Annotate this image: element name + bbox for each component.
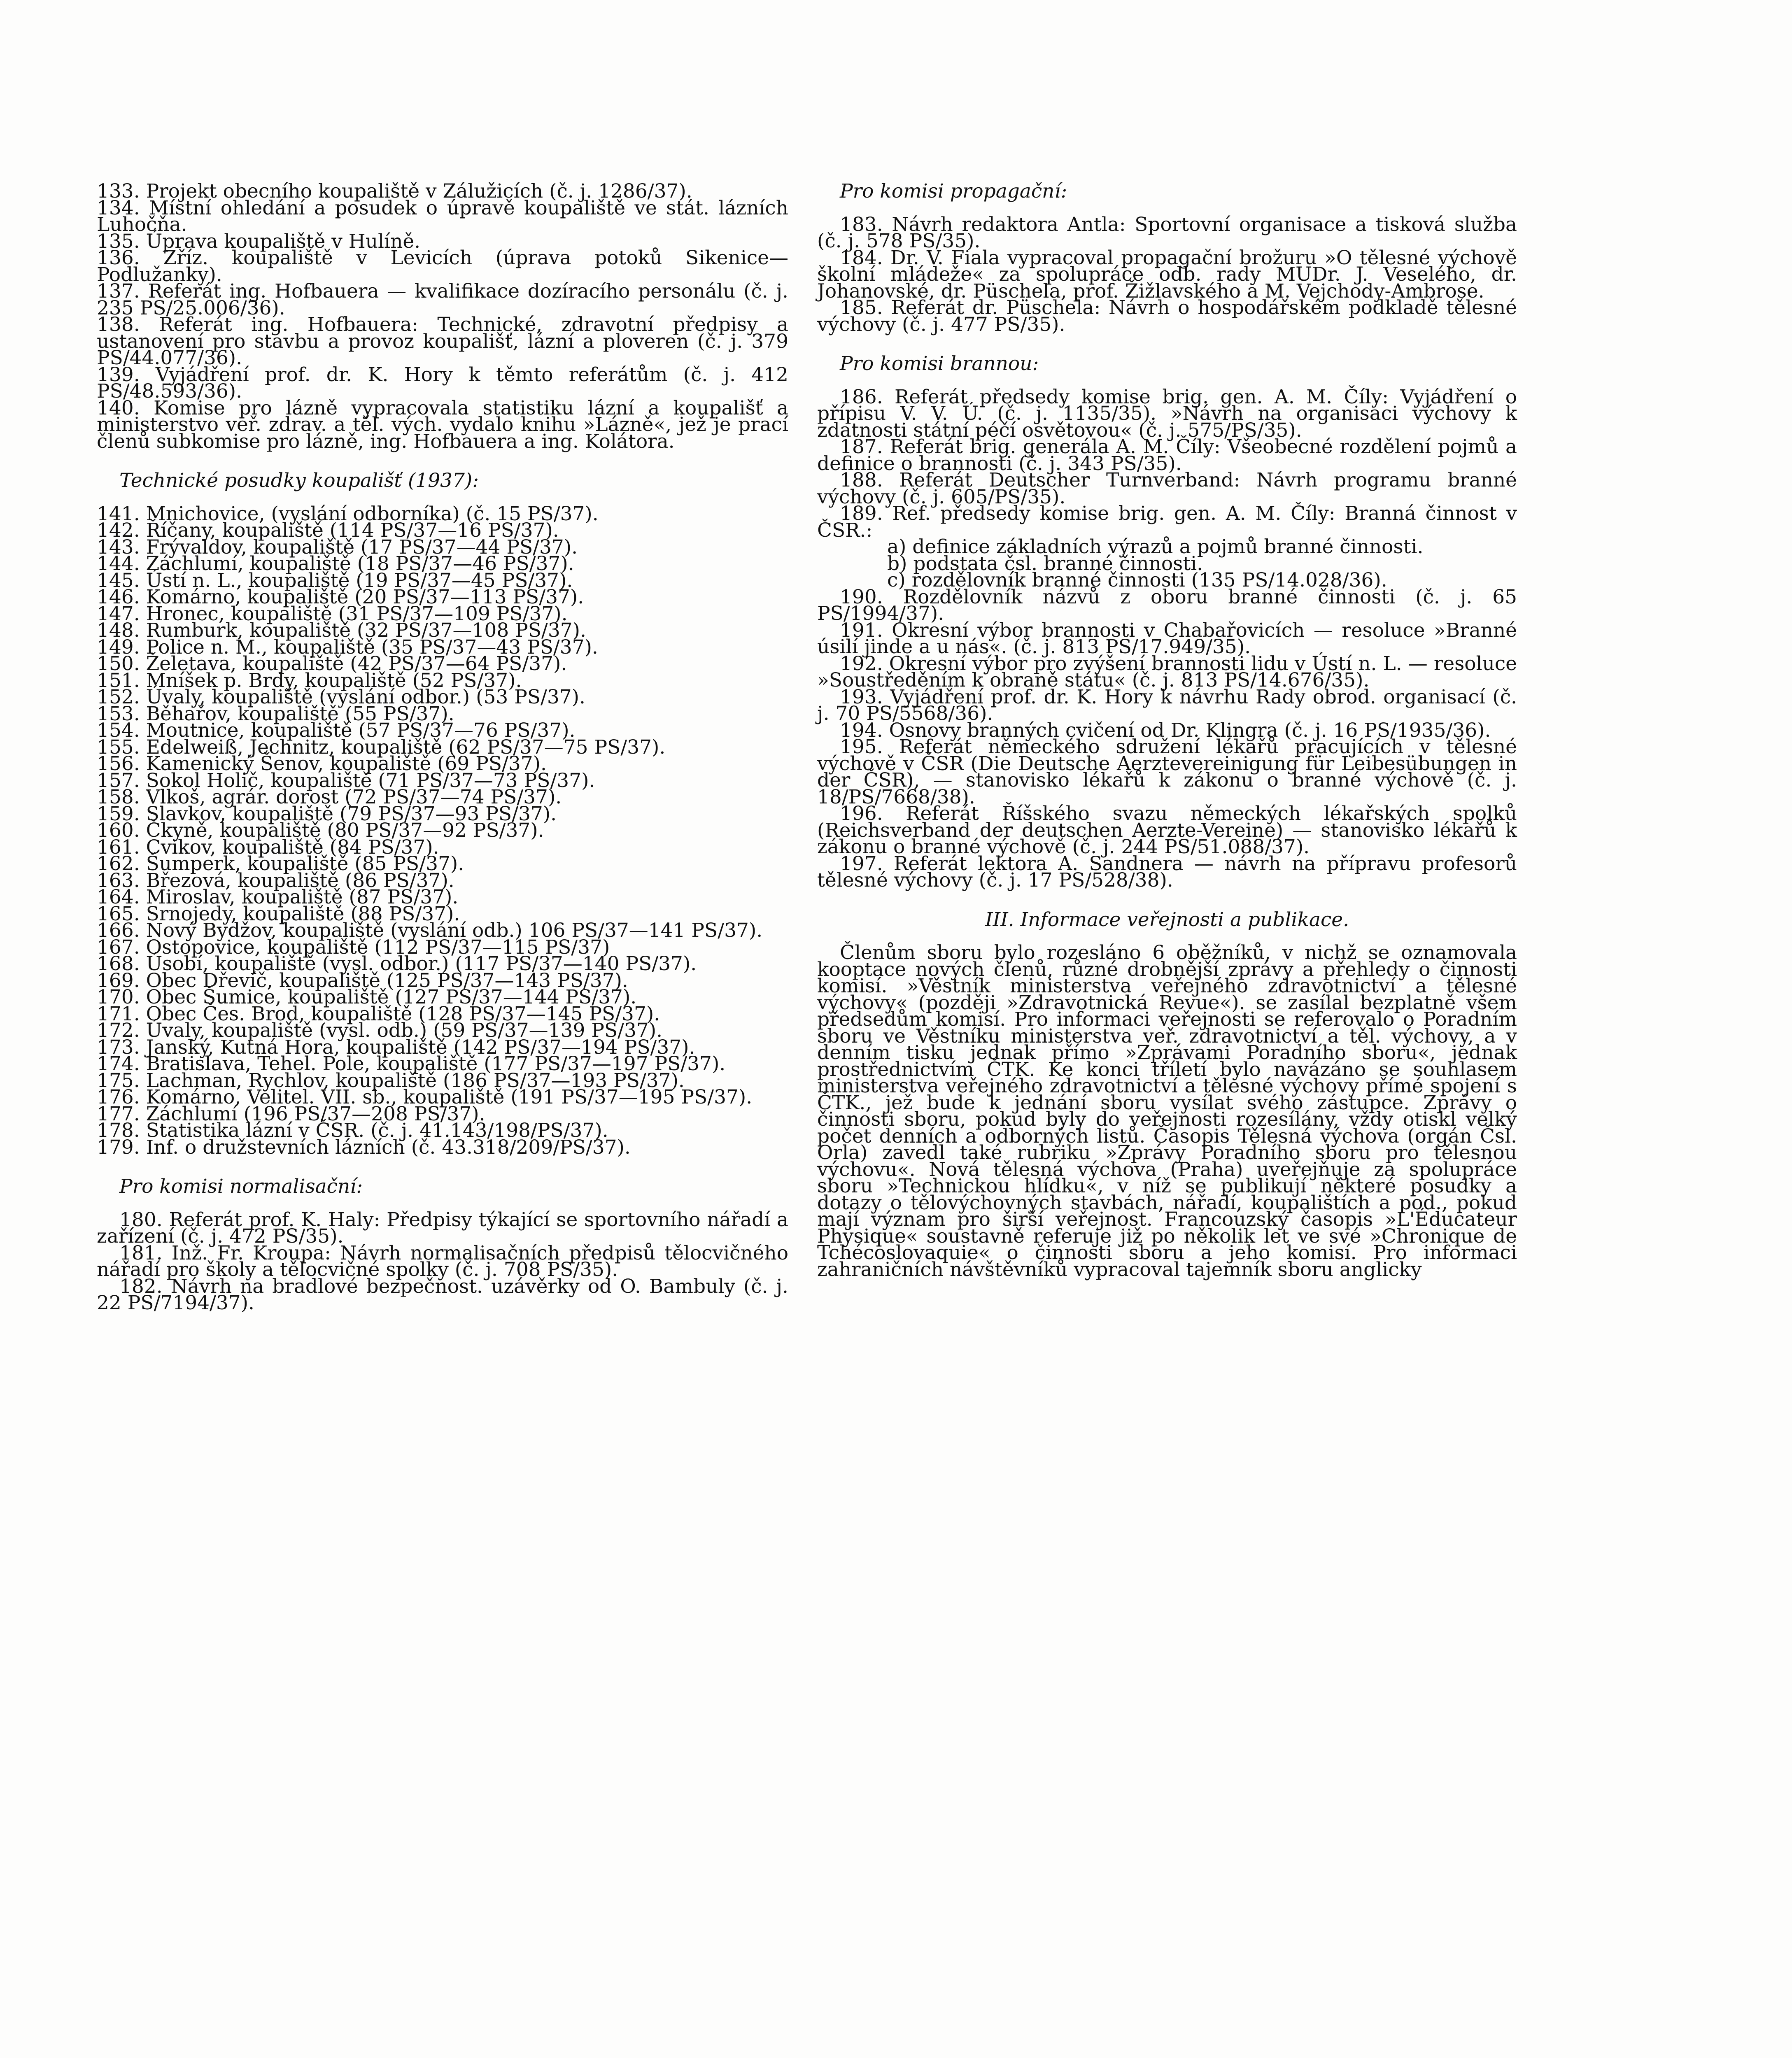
list-item: 138. Referát ing. Hofbauera: Technické, zdravotní předpisy a ustanovení pro stavbu a provoz koupališť, lázní a ploveren (č. j. 379 PS/44.077/36).	[97, 313, 788, 369]
list-item: 141. Mnichovice, (vyslání odborníka) (č. 15 PS/37).	[97, 502, 599, 525]
list-item: 158. Vlkoš, agrár. dorost (72 PS/37—74 PS/37).	[97, 786, 562, 808]
list-item: 170. Obec Šumice, koupaliště (127 PS/37—144 PS/37).	[97, 986, 637, 1008]
list-item: 167. Ostopovice, koupaliště (112 PS/37—115 PS/37)	[97, 936, 610, 959]
entries-list-a	[97, 180, 788, 453]
entries-list-prop	[817, 213, 1517, 336]
list-item: 155. Edelweiß, Jechnitz, koupaliště (62 PS/37—75 PS/37).	[97, 736, 666, 759]
list-item: 187. Referát brig. generála A. M. Číly: Všeobecné rozdělení pojmů a definice o brannosti (č. j. 343 PS/35).	[817, 435, 1517, 475]
list-item: 133. Projekt obecního koupaliště v Zálužicích (č. j. 1286/37).	[97, 180, 692, 203]
list-item: 179. Inf. o družstevních lázních (č. 43.318/209/PS/37).	[97, 1136, 631, 1159]
list-item: 183. Návrh redaktora Antla: Sportovní organisace a tisková služba (č. j. 578 PS/35).	[817, 213, 1517, 252]
list-item: 134. Místní ohledání a posudek o úpravě koupaliště ve stát. lázních Luhočňa.	[97, 196, 788, 236]
list-item: 152. Úvaly, koupaliště (vyslání odbor.) (53 PS/37).	[97, 686, 585, 708]
list-item: 154. Moutnice, koupaliště (57 PS/37—76 PS/37).	[97, 719, 576, 742]
list-item: 164. Miroslav, koupaliště (87 PS/37).	[97, 886, 459, 908]
section-heading-info: III. Informace veřejnosti a publikace.	[985, 908, 1349, 931]
right-column	[817, 180, 1517, 1281]
list-item: 192. Okresní výbor pro zvýšení brannosti lidu v Ústí n. L. — resoluce »Soustředěním k obraně státu« (č. j. 813 PS/14.676/35).	[817, 652, 1517, 691]
list-item: 178. Statistika lázní v ČSR. (č. j. 41.143/198/PS/37).	[97, 1119, 608, 1142]
list-item: 159. Slavkov, koupaliště (79 PS/37—93 PS/37).	[97, 802, 557, 825]
left-column	[97, 180, 788, 1314]
section-heading-prop: Pro komisi propagační:	[840, 180, 1067, 203]
sub-item: b) podstata čsl. branné činnosti.	[887, 552, 1203, 575]
list-item: 177. Záchlumí (196 PS/37—208 PS/37).	[97, 1102, 485, 1125]
list-item: 150. Želetava, koupaliště (42 PS/37—64 PS/37).	[97, 652, 567, 675]
list-item: 185. Referát dr. Püschela: Návrh o hospodářském podkladě tělesné výchovy (č. j. 477 PS/35).	[817, 296, 1517, 336]
list-item: 181. Inž. Fr. Kroupa: Návrh normalisačních předpisů tělocvičného nářadí pro školy a tělocvičné spolky (č. j. 708 PS/35).	[97, 1241, 788, 1281]
list-item: 175. Lachman, Rychlov, koupaliště (186 PS/37—193 PS/37).	[97, 1069, 685, 1092]
list-item: 165. Srnojedy, koupaliště (88 PS/37).	[97, 902, 460, 925]
list-item: 166. Nový Bydžov, koupaliště (vyslání odb.) 106 PS/37—141 PS/37).	[97, 919, 763, 942]
list-item: 168. Úsobí, koupaliště (vysl. odbor.) (117 PS/37—140 PS/37).	[97, 952, 697, 975]
list-item: 182. Návrh na bradlové bezpečnost. uzávěrky od O. Bambuly (č. j. 22 PS/7194/37).	[97, 1275, 788, 1314]
list-item: 136. Zříz. koupaliště v Levicích (úprava potoků Sikenice—Podlužanky).	[97, 247, 788, 286]
list-item: 143. Frývaldov, koupaliště (17 PS/37—44 PS/37).	[97, 535, 578, 559]
list-item: 148. Rumburk, koupaliště (32 PS/37—108 PS/37).	[97, 619, 586, 642]
list-item: 194. Osnovy branných cvičení od Dr. Klingra (č. j. 16 PS/1935/36).	[840, 719, 1491, 742]
list-item: 190. Rozdělovník názvů z oboru branné činnosti (č. j. 65 PS/1994/37).	[817, 585, 1517, 625]
entries-list-b	[97, 502, 788, 1159]
paragraph-info: Členům sboru bylo rozesláno 6 oběžníků, v nichž se oznamovala kooptace nových členů, různé drobnější zprávy a přehledy o činnosti komisí. »Věstník ministerstva veřejného zdravotnictví a tělesné výchovy« (později »Zdravotnická Revue«). se zasílal bezplatně všem předsedům komisí. Pro informaci veřejnosti se referovalo o Poradním sboru ve Věstníku ministerstva veř. zdravotnictví a těl. výchovy, a v denním tisku jednak přímo »Zprávami Poradního sboru«, jednak prostřednictvím ČTK. Ke konci tříletí bylo navázáno se souhlasem ministerstva veřejného zdravotnictví a tělesné výchovy přímé spojení s ČTK., jež bude k jednání sboru vysílat svého zástupce. Zprávy o činnosti sboru, pokud byly do veřejnosti rozesílány, vždy otiskl velký počet denních a odborných listů. Časopis Tělesná výchova (orgán Čsl. Orla) zavedl také rubriku »Zprávy Poradního sboru pro tělesnou výchovu«. Nová tělesná výchova (Praha) uveřejňuje za spolupráce sboru »Technickou hlídku«, v níž se publikují některé posudky a dotazy o tělovýchovných stavbách, nářadí, koupalištích a pod., pokud mají význam pro širší veřejnost. Francouzský časopis »L'Éducateur Physique« soustavně referuje již po několik let ve své »Chronique de Tchécoslovaquie« o činnosti sboru a jeho komisí. Pro informaci zahraničních návštěvníků vypracoval tajemník sboru anglicky	[817, 941, 1517, 1281]
list-item: 180. Referát prof. K. Haly: Předpisy týkající se sportovního nářadí a zařízení (č. j. 472 PS/35).	[97, 1208, 788, 1248]
list-item: 142. Říčany, koupaliště (114 PS/37—16 PS/37).	[97, 519, 559, 542]
list-item: 195. Referát německého sdružení lékařů pracujících v tělesné výchově v ČSR (Die Deutsche Aerztevereinigung für Leibesübungen in der ČSR), — stanovisko lékařů k zákonu o branné výchově (č. j. 18/PS/7668/38).	[817, 736, 1517, 808]
section-heading-brann: Pro komisi brannou:	[840, 352, 1039, 375]
list-item: 186. Referát předsedy komise brig. gen. A. M. Číly: Vyjádření o přípisu V. V. Ú. (č. j. 1135/35). »Návrh na organisaci výchovy k zdatnosti státní péčí osvětovou« (č. j. 575/PS/35).	[817, 385, 1517, 442]
list-item: 163. Březová, koupaliště (86 PS/37).	[97, 869, 454, 892]
entries-list-brann	[817, 385, 1517, 892]
list-item: 169. Obec Dřevíč, koupaliště (125 PS/37—143 PS/37).	[97, 969, 628, 992]
list-item: 193. Vyjádření prof. dr. K. Hory k návrhu Rady obrod. organisací (č. j. 70 PS/5568/36).	[817, 685, 1517, 725]
list-item: 189. Ref. předsedy komise brig. gen. A. M. Číly: Branná činnost v ČSR.:	[817, 502, 1517, 542]
list-item: 151. Mníšek p. Brdy, koupaliště (52 PS/37).	[97, 669, 522, 692]
list-item: 156. Kamenický Šenov, koupaliště (69 PS/37).	[97, 752, 547, 775]
list-item: 147. Hronec, koupaliště (31 PS/37—109 PS/37).	[97, 602, 568, 625]
list-item: 144. Záchlumí, koupaliště (18 PS/37—46 PS/37).	[97, 552, 574, 575]
list-item: 173. Janský, Kutná Hora, koupaliště (142 PS/37—194 PS/37).	[97, 1036, 695, 1059]
list-item: 161. Cvikov, koupaliště (84 PS/37).	[97, 836, 439, 859]
list-item: 174. Bratislava, Tehel. Pole, koupaliště (177 PS/37—197 PS/37).	[97, 1052, 726, 1075]
list-item: 145. Ústí n. L., koupaliště (19 PS/37—45 PS/37).	[97, 569, 573, 592]
list-item: 197. Referát lektora A. Sandnera — návrh na přípravu profesorů tělesné výchovy (č. j. 17 PS/528/38).	[817, 852, 1517, 892]
list-item: 139. Vyjádření prof. dr. K. Hory k těmto referátům (č. j. 412 PS/48.593/36).	[97, 363, 788, 403]
sub-item: a) definice základních výrazů a pojmů branné činnosti.	[887, 535, 1424, 558]
list-item: 188. Referát Deutscher Turnverband: Návrh programu branné výchovy (č. j. 605/PS/35).	[817, 469, 1517, 508]
list-item: 135. Úprava koupaliště v Hulíně.	[97, 230, 421, 253]
list-item: 137. Referát ing. Hofbauera — kvalifikace dozíracího personálu (č. j. 235 PS/25.006/36).	[97, 280, 788, 319]
section-heading-norm: Pro komisi normalisační:	[119, 1175, 363, 1198]
list-item: 191. Okresní výbor brannosti v Chabařovicích — resoluce »Branné úsilí jinde a u nás«. (č. j. 813 PS/17.949/35).	[817, 619, 1517, 658]
list-item: 171. Obec Čes. Brod, koupaliště (128 PS/37—145 PS/37).	[97, 1002, 660, 1025]
sub-item: c) rozdělovník branné činnosti (135 PS/14.028/36).	[887, 569, 1387, 591]
list-item: 172. Úvaly, koupaliště (vysl. odb.) (59 PS/37—139 PS/37).	[97, 1019, 663, 1042]
list-item: 160. Čkyně, koupaliště (80 PS/37—92 PS/37).	[97, 819, 544, 842]
list-item: 176. Komárno, Velitel. VII. sb., koupaliště (191 PS/37—195 PS/37).	[97, 1086, 753, 1108]
list-item: 196. Referát Říšského svazu německých lékařských spolků (Reichsverband der deutschen Aerzte-Vereine) — stanovisko lékařů k zákonu o branné výchově (č. j. 244 PS/51.088/37).	[817, 802, 1517, 858]
list-item: 140. Komise pro lázně vypracovala statistiku lázní a koupališť a ministerstvo veř. zdrav. a těl. vých. vydalo knihu »Lázně«, jež je prací členů subkomise pro lázně, ing. Hofbauera a ing. Kolátora.	[97, 396, 788, 453]
list-item: 146. Komárno, koupaliště (20 PS/37—113 PS/37).	[97, 586, 584, 608]
list-item: 149. Police n. M., koupaliště (35 PS/37—43 PS/37).	[97, 636, 598, 659]
list-item: 153. Běhařov, koupaliště (55 PS/37).	[97, 702, 454, 725]
list-item: 184. Dr. V. Fiala vypracoval propagační brožuru »O tělesné výchově školní mládeže« za spolupráce odb. rady MUDr. J. Veselého, dr. Johanovské, dr. Püschela, prof. Žižlavského a M. Vejchody-Ambrose.	[817, 246, 1517, 303]
list-item: 162. Šumperk, koupaliště (85 PS/37).	[97, 852, 464, 875]
list-item: 157. Sokol Holič, koupaliště (71 PS/37—73 PS/37).	[97, 769, 595, 792]
section-heading-technical: Technické posudky koupališť (1937):	[119, 469, 479, 492]
entries-list-c	[97, 1208, 788, 1314]
